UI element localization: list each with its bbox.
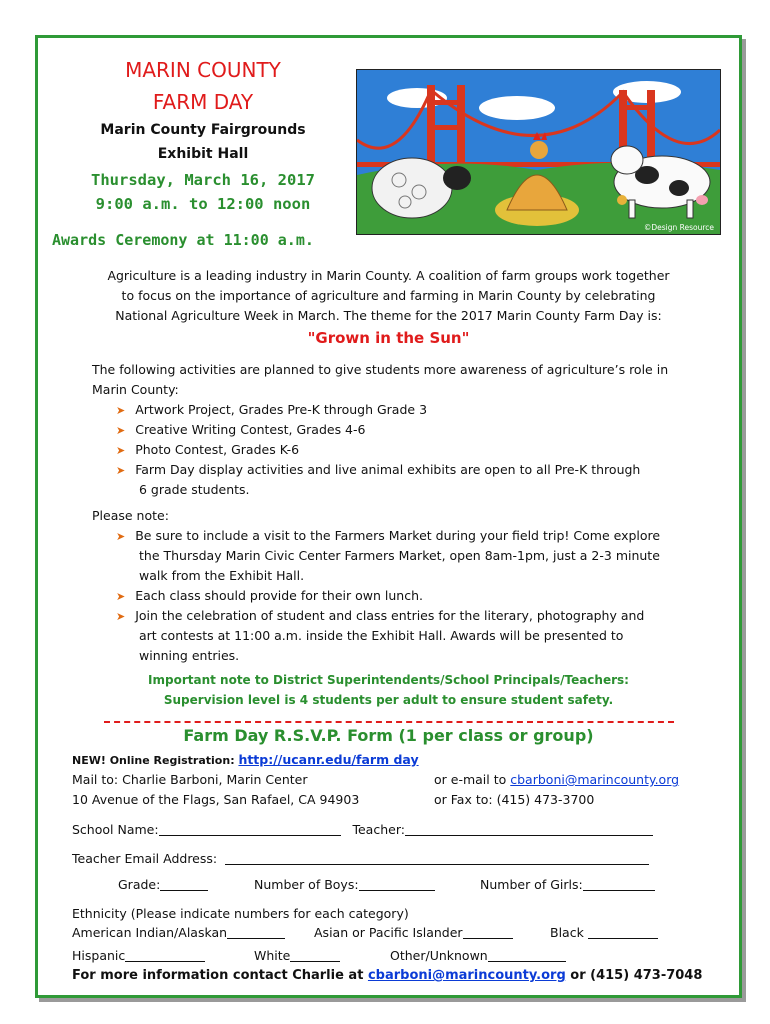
white-field[interactable]: White [254,946,340,966]
note-item: ➤ Join the celebration of student and class entries for the literary, photography and [116,608,645,623]
rsvp-form-title: Farm Day R.S.V.P. Form (1 per class or group) [183,726,594,745]
school-name-blank[interactable] [159,821,341,836]
title-line-1: MARIN COUNTY [125,58,281,82]
footer-email-link[interactable]: cbarboni@marincounty.org [367,968,566,983]
teacher-email-field[interactable]: Teacher Email Address: [72,849,649,869]
fax-option: or Fax to: (415) 473-3700 [434,792,595,807]
other-field[interactable]: Other/Unknown [390,946,566,966]
notes-heading: Please note: [92,508,169,523]
grade-blank[interactable] [160,876,208,891]
intro-line-3: National Agriculture Week in March. The theme for the 2017 Marin County Farm Day is: [115,308,662,323]
contact-email-link[interactable]: cbarboni@marincounty.org [510,772,680,787]
girls-field[interactable]: Number of Girls: [480,875,655,895]
activity-item: ➤ Artwork Project, Grades Pre-K through Grade 3 [116,402,428,417]
black-field[interactable]: Black [550,923,658,943]
mail-address: 10 Avenue of the Flags, San Rafael, CA 94903 [72,792,360,807]
event-date: Thursday, March 16, 2017 [91,171,315,189]
boys-blank[interactable] [359,876,435,891]
arrow-bullet-icon: ➤ [116,610,126,623]
asian-blank[interactable] [463,924,513,939]
intro-line-1: Agriculture is a leading industry in Marin County. A coalition of farm groups work together [107,268,670,283]
arrow-bullet-icon: ➤ [116,464,126,477]
note-item-continued: walk from the Exhibit Hall. [139,568,305,583]
venue: Marin County Fairgrounds [100,122,306,138]
note-item-continued: winning entries. [139,648,240,663]
title-line-2: FARM DAY [152,90,254,114]
hall: Exhibit Hall [157,146,249,162]
grade-field[interactable]: Grade: [118,875,208,895]
arrow-bullet-icon: ➤ [116,424,126,437]
white-blank[interactable] [290,947,340,962]
activity-item: ➤ Farm Day display activities and live animal exhibits are open to all Pre-K through [116,462,641,477]
online-registration-link[interactable]: http://ucanr.edu/farm day [238,752,419,767]
note-item: ➤ Be sure to include a visit to the Farmers Market during your field trip! Come explore [116,528,661,543]
hispanic-blank[interactable] [125,947,205,962]
important-note-1: Important note to District Superintendents/School Principals/Teachers: [148,673,629,687]
school-name-field[interactable]: School Name: Teacher: [72,820,653,840]
farm-illustration [356,69,721,235]
activities-line-2: Marin County: [92,382,179,397]
girls-blank[interactable] [583,876,655,891]
other-blank[interactable] [488,947,566,962]
asian-field[interactable]: Asian or Pacific Islander [314,923,513,943]
arrow-bullet-icon: ➤ [116,404,126,417]
note-item-continued: art contests at 11:00 a.m. inside the Exhibit Hall. Awards will be presented to [139,628,624,643]
flyer-frame [35,35,742,998]
boys-field[interactable]: Number of Boys: [254,875,435,895]
footer-contact: For more information contact Charlie at cbarboni@marincounty.org or (415) 473-7048 [72,968,703,983]
teacher-blank[interactable] [405,821,653,836]
activity-item-continued: 6 grade students. [139,482,250,497]
note-item: ➤ Each class should provide for their own lunch. [116,588,423,603]
activity-item: ➤ Photo Contest, Grades K-6 [116,442,300,457]
event-time: 9:00 a.m. to 12:00 noon [95,195,311,213]
ethnicity-label: Ethnicity (Please indicate numbers for each category) [72,906,409,921]
mail-to: Mail to: Charlie Barboni, Marin Center [72,772,308,787]
activities-line-1: The following activities are planned to give students more awareness of agriculture’s role in [92,362,669,377]
cut-line [104,721,674,723]
hispanic-field[interactable]: Hispanic [72,946,205,966]
black-blank[interactable] [588,924,658,939]
teacher-email-blank[interactable] [225,850,649,865]
american-indian-blank[interactable] [227,924,285,939]
activity-item: ➤ Creative Writing Contest, Grades 4-6 [116,422,366,437]
arrow-bullet-icon: ➤ [116,590,126,603]
note-item-continued: the Thursday Marin Civic Center Farmers Market, open 8am-1pm, just a 2-3 minute [139,548,660,563]
online-registration: NEW! Online Registration: http://ucanr.edu/farm day [72,752,419,767]
email-option: or e-mail to cbarboni@marincounty.org [434,772,680,787]
theme: "Grown in the Sun" [307,329,470,347]
arrow-bullet-icon: ➤ [116,530,126,543]
farm-scene-image [357,70,720,234]
important-note-2: Supervision level is 4 students per adult to ensure student safety. [163,693,614,707]
awards-ceremony: Awards Ceremony at 11:00 a.m. [52,231,314,249]
image-credit: ©Design Resource [643,223,714,232]
american-indian-field[interactable]: American Indian/Alaskan [72,923,285,943]
intro-line-2: to focus on the importance of agriculture and farming in Marin County by celebrating [121,288,656,303]
arrow-bullet-icon: ➤ [116,444,126,457]
